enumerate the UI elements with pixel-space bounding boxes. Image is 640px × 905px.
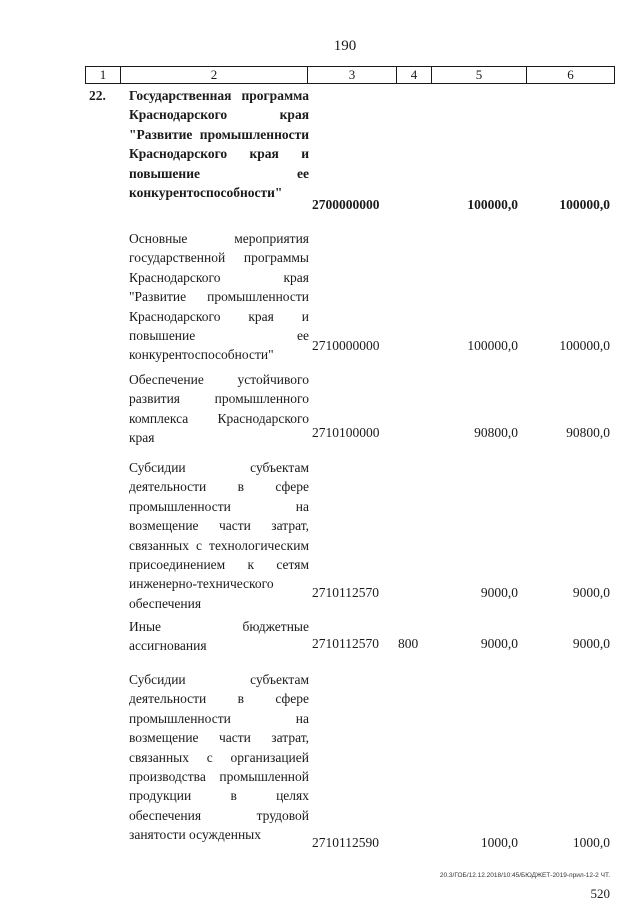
header-col-5: 5 bbox=[432, 67, 527, 83]
header-col-4: 4 bbox=[397, 67, 432, 83]
row-code: 2710112590 bbox=[312, 834, 379, 850]
row-amount-1: 9000,0 bbox=[480, 635, 518, 651]
row-code: 2710000000 bbox=[312, 337, 380, 353]
row-name: Иные бюджетные ассигнования bbox=[129, 619, 309, 654]
row-amount-1: 100000,0 bbox=[467, 196, 518, 212]
row-amount-2: 9000,0 bbox=[572, 635, 610, 651]
table-row bbox=[85, 458, 615, 611]
row-amount-2: 100000,0 bbox=[559, 337, 610, 353]
table-row bbox=[85, 370, 615, 446]
row-amount-1: 100000,0 bbox=[467, 337, 518, 353]
table-row bbox=[85, 229, 615, 363]
row-amount-2: 90800,0 bbox=[566, 424, 610, 440]
row-amount-2: 100000,0 bbox=[559, 196, 610, 212]
row-number: 22. bbox=[89, 88, 106, 103]
table-row bbox=[85, 86, 615, 214]
row-code: 2700000000 bbox=[312, 196, 380, 212]
row-name: Основные мероприятия государственной программы Краснодарского края "Развитие промышленности Краснодарского края и повышение ее конкурентоспособности" bbox=[129, 231, 309, 363]
header-col-6: 6 bbox=[567, 67, 574, 82]
row-name: Субсидии субъектам деятельности в сфере промышленности на возмещение части затрат, связанных с организацией производства промышленной продукции в целях обеспечения трудовой занятости осужденных bbox=[129, 672, 309, 843]
row-code: 2710112570 bbox=[312, 635, 379, 651]
row-amount-2: 1000,0 bbox=[572, 834, 610, 850]
row-code: 2710112570 bbox=[312, 584, 379, 600]
row-vr: 800 bbox=[398, 635, 419, 651]
row-amount-1: 9000,0 bbox=[480, 584, 518, 600]
table-row bbox=[85, 617, 615, 653]
row-code: 2710100000 bbox=[312, 424, 380, 440]
document-reference: 20.3/ГОБ/12.12.2018/10:45/БЮДЖЕТ-2019-прил-12-2 ЧТ. bbox=[439, 872, 610, 879]
row-amount-2: 9000,0 bbox=[572, 584, 610, 600]
row-name: Обеспечение устойчивого развития промышленного комплекса Краснодарского края bbox=[129, 372, 309, 446]
header-col-2: 2 bbox=[121, 67, 308, 83]
row-name: Государственная программа Краснодарского края "Развитие промышленности Краснодарского края и повышение ее конкурентоспособности" bbox=[129, 88, 309, 201]
row-amount-1: 90800,0 bbox=[474, 424, 518, 440]
row-name: Субсидии субъектам деятельности в сфере промышленности на возмещение части затрат, связанных с технологическим присоединением к сетям инженерно-технического обеспечения bbox=[129, 460, 309, 611]
page-number: 190 bbox=[333, 38, 357, 54]
header-col-1: 1 bbox=[86, 67, 121, 83]
header-col-3: 3 bbox=[308, 67, 397, 83]
sheet-number: 520 bbox=[590, 886, 610, 901]
table-header-row bbox=[85, 66, 615, 84]
table-row bbox=[85, 670, 615, 852]
row-amount-1: 1000,0 bbox=[480, 834, 518, 850]
